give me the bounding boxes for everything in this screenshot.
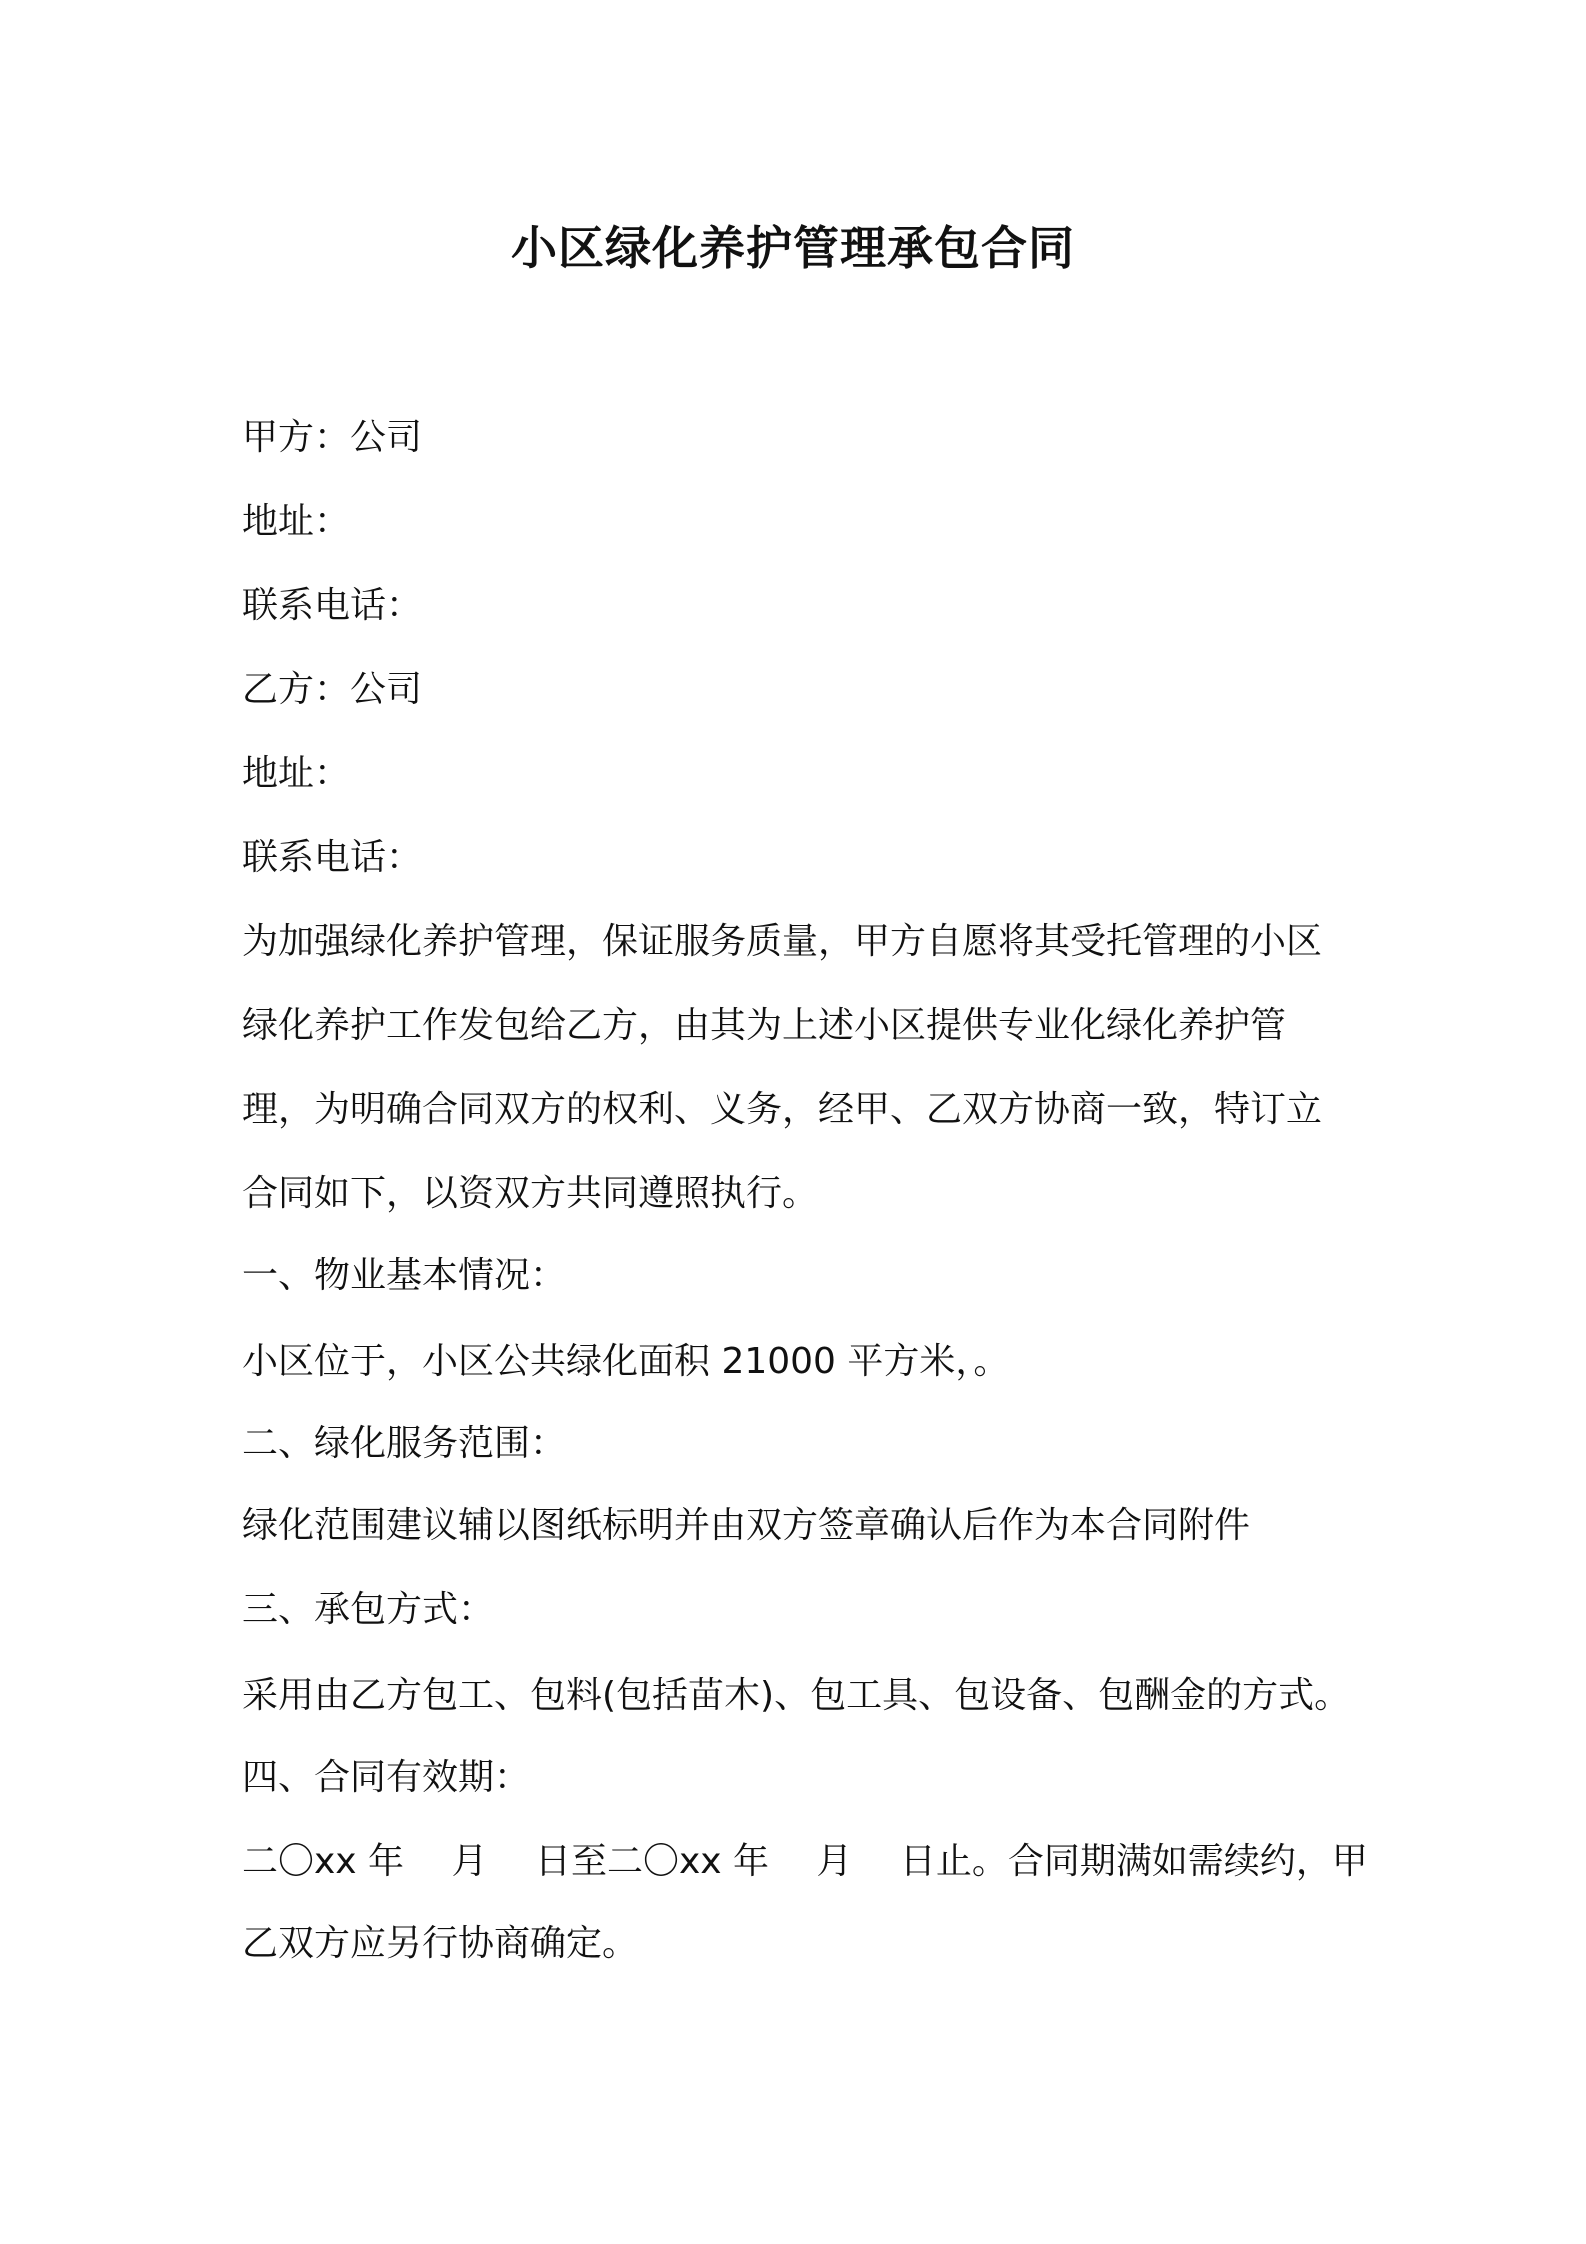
party-b-address: 地址：: [242, 753, 351, 794]
section-body-1: 小区位于，小区公共绿化面积 21000 平方米，。: [242, 1341, 1010, 1382]
section-body-2: 绿化范围建议辅以图纸标明并由双方签章确认后作为本合同附件: [242, 1505, 1251, 1546]
preamble-line: 绿化养护工作发包给乙方，由其为上述小区提供专业化绿化养护管: [242, 1005, 1287, 1046]
party-b-phone: 联系电话：: [242, 837, 423, 878]
party-a-phone: 联系电话：: [242, 585, 423, 626]
party-a-address: 地址：: [242, 501, 351, 542]
preamble-line: 为加强绿化养护管理，保证服务质量，甲方自愿将其受托管理的小区: [242, 921, 1323, 962]
section-body-4: 二〇xx 年 月 日至二〇xx 年 月 日止。合同期满如需续约，甲: [242, 1841, 1368, 1882]
section-heading-3: 三、承包方式：: [242, 1589, 495, 1630]
section-heading-2: 二、绿化服务范围：: [242, 1423, 567, 1464]
party-b-name: 乙方：公司: [242, 669, 423, 710]
document-title: 小区绿化养护管理承包合同: [511, 221, 1075, 275]
section-body-3: 采用由乙方包工、包料(包括苗木)、包工具、包设备、包酬金的方式。: [242, 1675, 1351, 1716]
section-body-4: 乙双方应另行协商确定。: [242, 1923, 639, 1964]
section-heading-4: 四、合同有效期：: [242, 1757, 531, 1798]
preamble-line: 合同如下，以资双方共同遵照执行。: [242, 1173, 819, 1214]
preamble-line: 理，为明确合同双方的权利、义务，经甲、乙双方协商一致，特订立: [242, 1089, 1323, 1130]
section-heading-1: 一、物业基本情况：: [242, 1255, 567, 1296]
party-a-name: 甲方：公司: [242, 417, 423, 458]
